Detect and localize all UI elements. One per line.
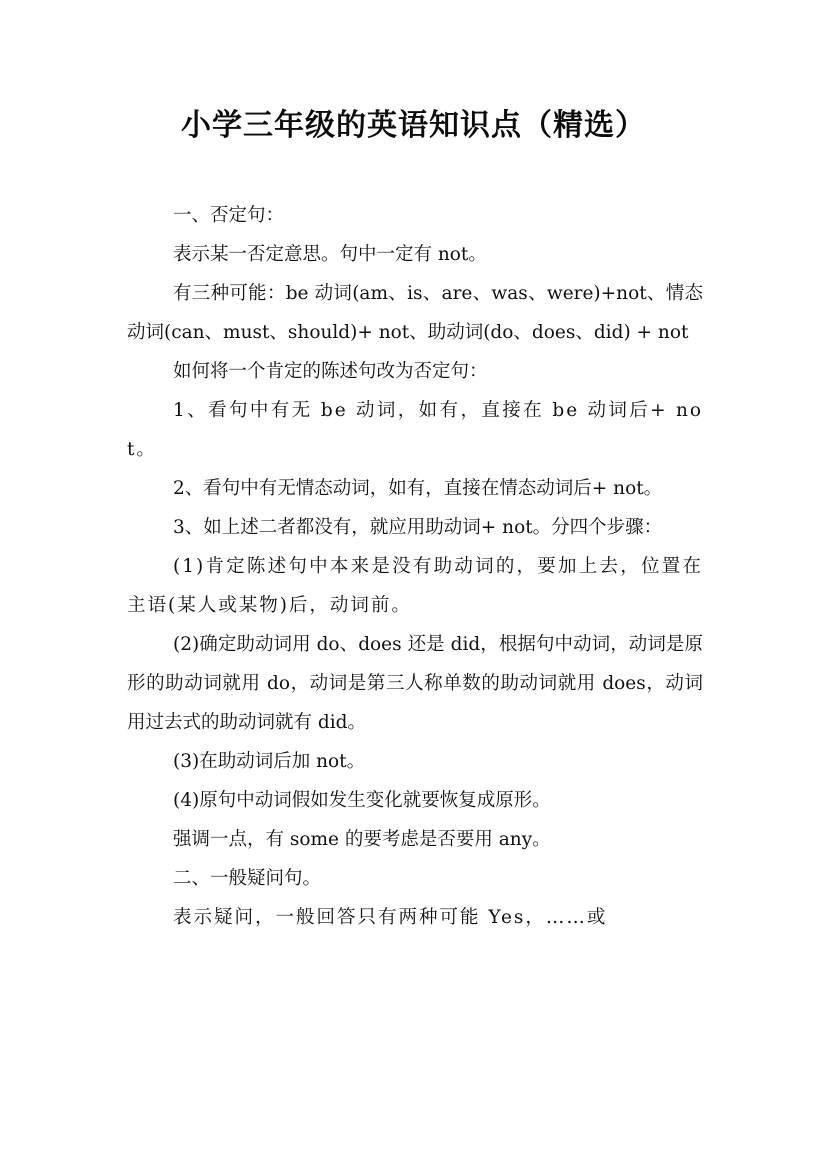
document-title: 小学三年级的英语知识点（精选） xyxy=(181,108,646,143)
list-item: 2、看句中有无情态动词，如有，直接在情态动词后+ not。 xyxy=(173,478,663,499)
step-item: (2)确定助动词用 do、does 还是 did，根据句中动词，动词是原形的助动词就用 do，动词是第三人称单数的助动词就用 does，动词用过去式的助动词就有 did。 xyxy=(127,634,703,733)
step-item: (4)原句中动词假如发生变化就要恢复成原形。 xyxy=(173,790,551,811)
document-body xyxy=(127,196,703,937)
paragraph: 有三种可能：be 动词(am、is、are、was、were)+not、情态动词(can、must、should)+ not、助动词(do、does、did) + not xyxy=(127,283,703,343)
step-item: (1)肯定陈述句中本来是没有助动词的，要加上去，位置在主语(某人或某物)后，动词前。 xyxy=(127,556,703,616)
paragraph: 强调一点，有 some 的要考虑是否要用 any。 xyxy=(173,829,551,850)
paragraph: 如何将一个肯定的陈述句改为否定句： xyxy=(173,361,488,382)
paragraph: 表示某一否定意思。句中一定有 not。 xyxy=(173,244,487,265)
list-item: 1、看句中有无 be 动词，如有，直接在 be 动词后+ not。 xyxy=(127,400,703,460)
list-item: 3、如上述二者都没有，就应用助动词+ not。分四个步骤： xyxy=(173,517,663,538)
step-item: (3)在助动词后加 not。 xyxy=(173,751,366,772)
paragraph: 表示疑问，一般回答只有两种可能 Yes，……或 xyxy=(173,907,608,928)
section-heading-question: 二、一般疑问句。 xyxy=(173,868,322,889)
section-heading-negative: 一、否定句： xyxy=(173,205,285,226)
